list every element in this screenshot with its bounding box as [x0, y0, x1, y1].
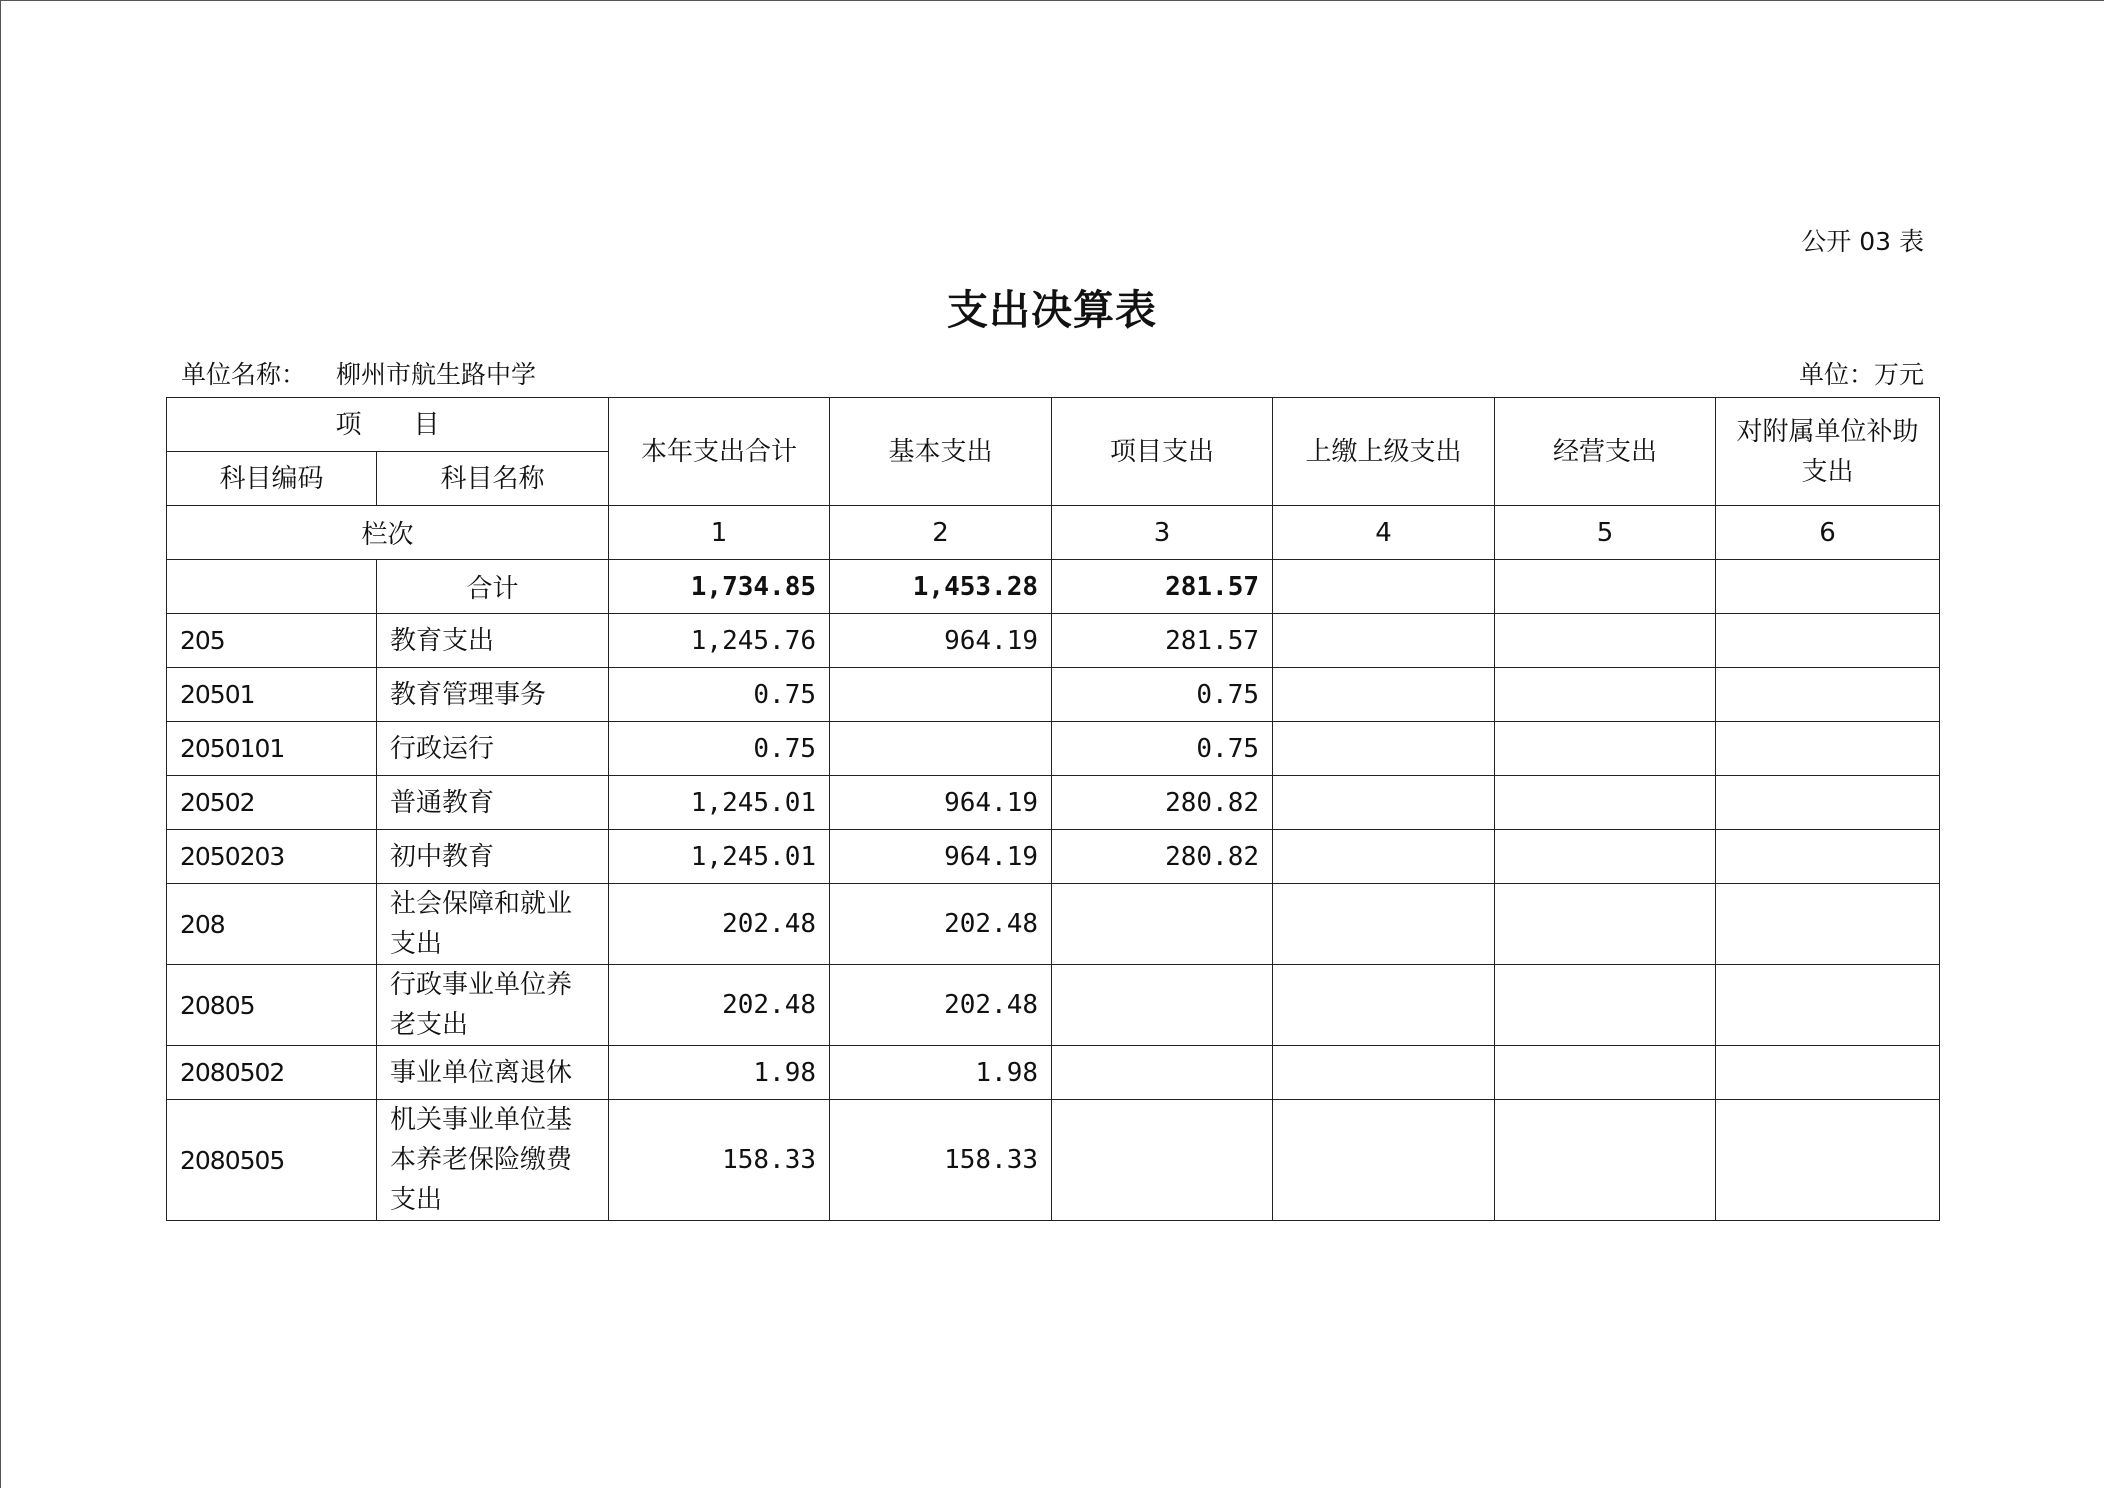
subject-name: 初中教育: [377, 830, 609, 884]
index-row: [167, 506, 1940, 560]
header-code: 科目编码: [167, 452, 377, 506]
value-cell: 281.57: [1052, 614, 1273, 668]
subject-name: 行政事业单位养老支出: [377, 965, 609, 1046]
total-code-cell: [167, 560, 377, 614]
table-row: [167, 722, 1940, 776]
unit-name-label: 单位名称：: [181, 360, 307, 389]
table-row: [167, 1046, 1940, 1100]
table-row: [167, 884, 1940, 965]
header-col-2: 基本支出: [830, 398, 1052, 506]
value-cell: [1273, 830, 1495, 884]
value-cell: 280.82: [1052, 830, 1273, 884]
value-cell: [1495, 722, 1716, 776]
value-cell: [1495, 776, 1716, 830]
value-cell: [1716, 776, 1940, 830]
table-row: [167, 965, 1940, 1046]
value-cell: 1.98: [609, 1046, 830, 1100]
page-border-left: [0, 0, 1, 1488]
table-row: [167, 1100, 1940, 1221]
value-cell: [1052, 1046, 1273, 1100]
value-cell: [1273, 722, 1495, 776]
value-cell: [1273, 965, 1495, 1046]
value-cell: [1273, 668, 1495, 722]
value-cell: 1,245.76: [609, 614, 830, 668]
subject-name: 机关事业单位基本养老保险缴费支出: [377, 1100, 609, 1221]
subject-code: 208: [167, 884, 377, 965]
header-item: 项 目: [167, 398, 609, 452]
page-border-top: [0, 0, 2104, 1]
value-cell: 202.48: [609, 884, 830, 965]
value-cell: [1273, 614, 1495, 668]
value-cell: [1495, 884, 1716, 965]
value-cell: [1495, 1046, 1716, 1100]
value-cell: [1716, 884, 1940, 965]
subject-code: 20502: [167, 776, 377, 830]
value-cell: 280.82: [1052, 776, 1273, 830]
value-cell: 964.19: [830, 614, 1052, 668]
page-title: 支出决算表: [947, 286, 1157, 334]
expenditure-table: [166, 397, 1940, 1221]
table-row: [167, 830, 1940, 884]
subject-code: 2050101: [167, 722, 377, 776]
header-row-1: [167, 398, 1940, 452]
subject-name: 行政运行: [377, 722, 609, 776]
value-cell: [1716, 965, 1940, 1046]
value-cell: 1.98: [830, 1046, 1052, 1100]
total-value: 1,734.85: [609, 560, 830, 614]
value-cell: [1495, 830, 1716, 884]
value-cell: [1495, 668, 1716, 722]
header-col-5: 经营支出: [1495, 398, 1716, 506]
unit-name-row: [181, 355, 536, 391]
value-cell: [1052, 884, 1273, 965]
total-value: [1716, 560, 1940, 614]
table-row: [167, 776, 1940, 830]
total-value: [1495, 560, 1716, 614]
table-row: [167, 668, 1940, 722]
subject-code: 2080505: [167, 1100, 377, 1221]
value-cell: [830, 722, 1052, 776]
total-value: 281.57: [1052, 560, 1273, 614]
subject-code: 2050203: [167, 830, 377, 884]
value-cell: [830, 668, 1052, 722]
value-cell: 964.19: [830, 776, 1052, 830]
value-cell: [1716, 614, 1940, 668]
total-label: 合计: [377, 560, 609, 614]
index-cell: 4: [1273, 506, 1495, 560]
value-cell: 1,245.01: [609, 776, 830, 830]
value-cell: 158.33: [830, 1100, 1052, 1221]
value-cell: [1495, 1100, 1716, 1221]
value-cell: [1273, 1046, 1495, 1100]
index-cell: 5: [1495, 506, 1716, 560]
value-cell: 202.48: [830, 884, 1052, 965]
header-col-1: 本年支出合计: [609, 398, 830, 506]
value-cell: [1495, 965, 1716, 1046]
subject-code: 20805: [167, 965, 377, 1046]
subject-code: 2080502: [167, 1046, 377, 1100]
form-code: 公开 03 表: [1801, 227, 1924, 256]
subject-name: 教育支出: [377, 614, 609, 668]
index-cell: 3: [1052, 506, 1273, 560]
value-cell: [1273, 1100, 1495, 1221]
header-col-3: 项目支出: [1052, 398, 1273, 506]
subject-name: 教育管理事务: [377, 668, 609, 722]
subject-name: 社会保障和就业支出: [377, 884, 609, 965]
value-cell: 158.33: [609, 1100, 830, 1221]
index-label: 栏次: [167, 506, 609, 560]
value-cell: [1052, 1100, 1273, 1221]
value-cell: [1052, 965, 1273, 1046]
unit-measure: 单位：万元: [1798, 360, 1924, 389]
table-row: [167, 614, 1940, 668]
value-cell: [1495, 614, 1716, 668]
value-cell: 964.19: [830, 830, 1052, 884]
index-cell: 6: [1716, 506, 1940, 560]
total-value: [1273, 560, 1495, 614]
total-row: [167, 560, 1940, 614]
subject-code: 20501: [167, 668, 377, 722]
value-cell: 202.48: [609, 965, 830, 1046]
value-cell: [1716, 1100, 1940, 1221]
total-value: 1,453.28: [830, 560, 1052, 614]
value-cell: 0.75: [1052, 722, 1273, 776]
subject-code: 205: [167, 614, 377, 668]
subject-name: 事业单位离退休: [377, 1046, 609, 1100]
value-cell: [1273, 776, 1495, 830]
header-col-4: 上缴上级支出: [1273, 398, 1495, 506]
value-cell: [1716, 1046, 1940, 1100]
value-cell: [1716, 668, 1940, 722]
header-name: 科目名称: [377, 452, 609, 506]
value-cell: 1,245.01: [609, 830, 830, 884]
value-cell: 202.48: [830, 965, 1052, 1046]
index-cell: 1: [609, 506, 830, 560]
unit-name-value: 柳州市航生路中学: [336, 360, 537, 389]
value-cell: 0.75: [609, 668, 830, 722]
value-cell: [1273, 884, 1495, 965]
value-cell: [1716, 722, 1940, 776]
value-cell: [1716, 830, 1940, 884]
header-col-6: 对附属单位补助支出: [1716, 398, 1940, 506]
index-cell: 2: [830, 506, 1052, 560]
value-cell: 0.75: [1052, 668, 1273, 722]
value-cell: 0.75: [609, 722, 830, 776]
subject-name: 普通教育: [377, 776, 609, 830]
